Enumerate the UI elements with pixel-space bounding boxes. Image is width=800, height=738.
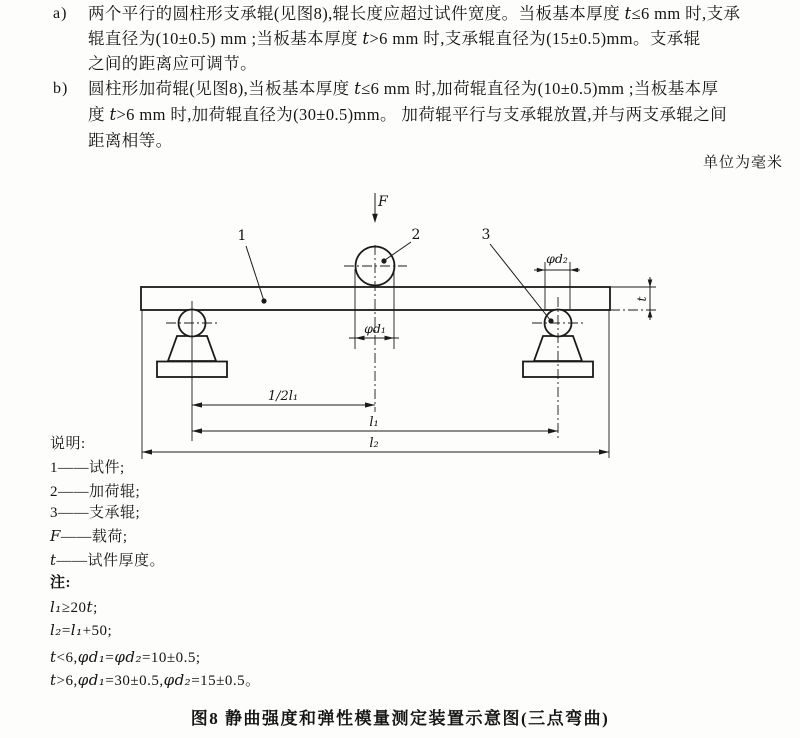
dim-d2-label: φd₂ <box>546 251 568 266</box>
item-a-line-2: 辊直径为(10±0.5) mm ;当板基本厚度 t>6 mm 时,支承辊直径为(15±0.5)mm。支承辊 <box>88 29 701 48</box>
item-a-marker: a) <box>53 5 68 22</box>
legend-item-3: 3——支承辊; <box>50 505 141 521</box>
dim-thickness-label: t <box>634 296 649 302</box>
note-line-2: l₂=l₁+50; <box>50 621 113 639</box>
dim-l1-label: l₁ <box>369 415 379 430</box>
dim-half-l1-label: 1/2l₁ <box>267 389 299 404</box>
dim-l2-label: l₂ <box>369 436 379 451</box>
dimension-thickness <box>610 277 659 320</box>
note-line-3: t<6,φd₁=φd₂=10±0.5; <box>50 648 201 666</box>
notes-title: 注: <box>50 575 71 591</box>
callout-2 <box>381 227 420 264</box>
note-line-4: t>6,φd₁=30±0.5,φd₂=15±0.5。 <box>50 671 261 689</box>
dimension-l1 <box>192 415 558 434</box>
item-b-line-1: 圆柱形加荷辊(见图8),当板基本厚度 t≤6 mm 时,加荷辊直径为(10±0.5)mm ;当板基本厚 <box>88 79 719 98</box>
callout-3-label: 3 <box>481 227 491 243</box>
item-b-line-2: 度 t>6 mm 时,加荷辊直径为(30±0.5)mm。 加荷辊平行与支承辊放置,并与两支承辊之间 <box>88 105 728 124</box>
item-b-marker: b) <box>53 80 69 97</box>
figure-caption: 图8 静曲强度和弹性模量测定装置示意图(三点弯曲) <box>190 709 610 728</box>
unit-note: 单位为毫米 <box>702 155 783 171</box>
legend-item-1: 1——试件; <box>50 460 125 476</box>
callout-2-label: 2 <box>411 227 421 243</box>
legend-item-F: F——载荷; <box>50 527 128 545</box>
legend-item-t: t——试件厚度。 <box>50 551 166 569</box>
callout-1-label: 1 <box>237 228 247 244</box>
dimension-l2 <box>142 436 609 455</box>
support-roller-right <box>523 297 593 438</box>
item-a-line-3: 之间的距离应可调节。 <box>88 54 257 73</box>
item-b-line-3: 距离相等。 <box>88 131 173 150</box>
legend-title: 说明: <box>50 436 86 452</box>
force-label: F <box>378 194 388 210</box>
note-line-1: l₁≥20t; <box>50 598 98 616</box>
dim-d1-label: φd₁ <box>364 321 386 336</box>
item-a-line-1: 两个平行的圆柱形支承辊(见图8),辊长度应超过试件宽度。当板基本厚度 t≤6 mm 时,支承 <box>88 4 741 23</box>
support-roller-left <box>157 301 227 441</box>
figure-8-diagram <box>0 185 800 480</box>
dimension-half-l1 <box>192 389 375 408</box>
legend-item-2: 2——加荷辊; <box>50 484 141 500</box>
force-arrow <box>372 193 389 223</box>
force-arrowhead <box>372 214 378 223</box>
